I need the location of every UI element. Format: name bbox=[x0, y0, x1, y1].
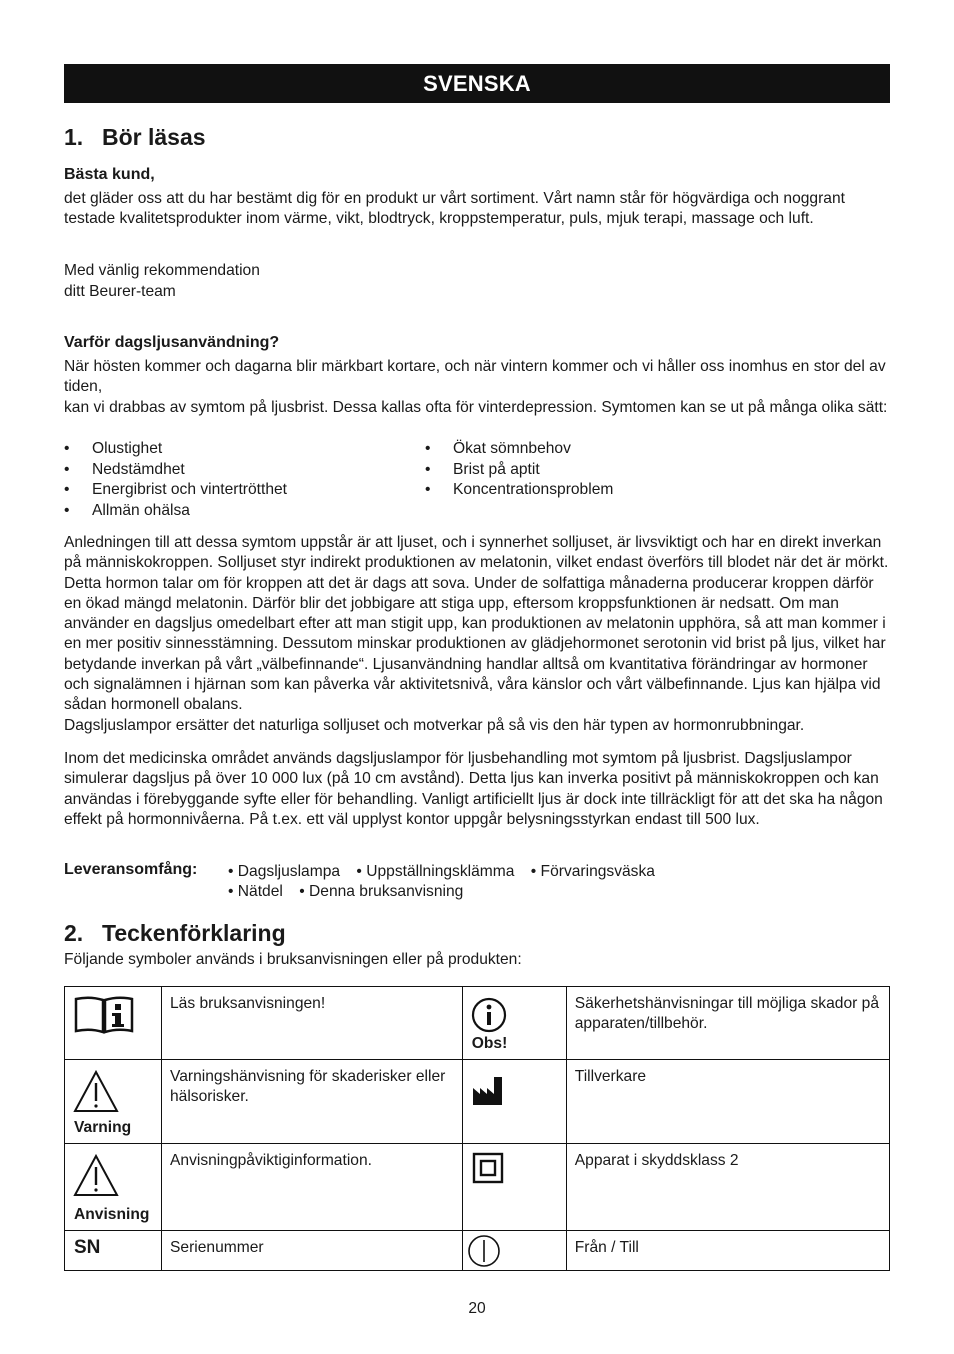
warning-label: Varning bbox=[74, 1119, 132, 1136]
warning-triangle-icon bbox=[73, 1153, 119, 1197]
list-item: • Olustighet bbox=[64, 439, 287, 460]
list-item: • Brist på aptit bbox=[425, 460, 613, 481]
symbol-cell bbox=[462, 1231, 566, 1271]
info-circle-icon bbox=[471, 997, 507, 1033]
section-1-title: Bör läsas bbox=[102, 124, 206, 150]
why-paragraph-1: När hösten kommer och dagarna blir märkbart kortare, och när vintern kommer och vi håller oss inomhus en stor del av tiden, bbox=[64, 358, 886, 396]
symbol-cell bbox=[65, 1231, 162, 1271]
table-row bbox=[65, 987, 890, 1060]
symbols-table bbox=[64, 986, 890, 1271]
why-daylight-heading: Varför dagsljusanvändning? bbox=[64, 334, 280, 351]
symbol-cell bbox=[65, 987, 162, 1060]
symbol-description: Läs bruksanvisningen! bbox=[162, 987, 463, 1060]
delivery-item: • Nätdel bbox=[228, 883, 283, 900]
symbol-description: Tillverkare bbox=[566, 1060, 889, 1144]
body-paragraph-2: Inom det medicinska området används dagsljuslampor för ljusbehandling mot symtom på ljusbrist. Dagsljuslampor simulerar dagsljus på över 10 000 lux (på 10 cm avstånd). Detta ljus kan inverka positivt på människokroppen och kan användas i förebyggande syfte eller för behandling. Vanligt artificiellt ljus är dock inte tillräckligt för att det ska ha någon effekt på hormonnivåerna. På t.ex. ett väl upplyst kontor uppgår belysningsstyrkan endast till 500 lux. bbox=[64, 750, 883, 828]
symbol-cell bbox=[462, 1144, 566, 1231]
symptom-list-right bbox=[425, 439, 613, 501]
language-banner: SVENSKA bbox=[64, 64, 890, 103]
section-1-number: 1. bbox=[64, 124, 84, 150]
list-item: • Allmän ohälsa bbox=[64, 501, 287, 522]
symbol-description: Varningshänvisning för skaderisker eller hälsorisker. bbox=[162, 1060, 463, 1144]
greeting: Bästa kund, bbox=[64, 166, 155, 183]
body-paragraph-1: Anledningen till att dessa symtom uppstår är att ljuset, och i synnerhet solljuset, är livsviktigt och har en direkt inverkan på människokroppen. Solljuset styr indirekt produktionen av melatonin, vilket endast överförs till blodet när det är mörkt. Detta hormon talar om för kroppen att det är dags att sova. Under de solfattiga månaderna producerar kroppen därför en ökad mängd melatonin. Därför blir det jobbigare att stiga upp, eftersom kroppsfunktionen är nedsatt. Om man använder en dagsljus omedelbart efter att man stigit upp, kan produktionen av melatonin upphöra, så att man kommer i en mer positiv sinnesstämning. Dessutom minskar produktionen av glädjehormonet serotonin vid brist på ljus, vilket har betydande inverkan på vårt „välbefinnande“. Ljusanvändning handlar alltså om kvantitativa förändringar av hormoner och signalämnen i hjärnan som kan påverka vår aktivitetsnivå, våra känslor och vårt välbefinnande. Ljus kan hjälpa vid sådan hormonell obalans. bbox=[64, 534, 889, 714]
symbol-cell bbox=[462, 1060, 566, 1144]
table-row bbox=[65, 1060, 890, 1144]
symbol-cell bbox=[65, 1144, 162, 1231]
section-1-heading bbox=[64, 124, 206, 151]
symbol-description: Från / Till bbox=[566, 1231, 889, 1271]
delivery-items-row-2 bbox=[228, 882, 475, 902]
section-2-heading bbox=[64, 920, 286, 947]
delivery-item: • Uppställningsklämma bbox=[356, 863, 515, 880]
delivery-item: • Förvaringsväska bbox=[530, 863, 655, 880]
table-row bbox=[65, 1231, 890, 1271]
section-2-title: Teckenförklaring bbox=[102, 920, 286, 946]
why-paragraph-2: kan vi drabbas av symtom på ljusbrist. Dessa kallas ofta för vinterdepression. Symtomen kan se ut på många olika sätt: bbox=[64, 399, 888, 416]
symbol-description: Säkerhetshänvisningar till möjliga skador på apparaten/tillbehör. bbox=[566, 987, 889, 1060]
symbols-intro: Följande symboler används i bruksanvisningen eller på produkten: bbox=[64, 951, 522, 968]
symbol-cell bbox=[65, 1060, 162, 1144]
page-number: 20 bbox=[468, 1300, 486, 1317]
serial-number-icon: SN bbox=[74, 1237, 101, 1258]
regards-line-2: ditt Beurer-team bbox=[64, 283, 176, 300]
symbol-description: Apparat i skyddsklass 2 bbox=[566, 1144, 889, 1231]
regards-line-1: Med vänlig rekommendation bbox=[64, 262, 260, 279]
delivery-item: • Denna bruksanvisning bbox=[299, 883, 464, 900]
list-item: • Energibrist och vintertrötthet bbox=[64, 480, 287, 501]
body-paragraph-1b: Dagsljuslampor ersätter det naturliga solljuset och motverkar på så vis den här typen av hormonrubbningar. bbox=[64, 717, 805, 734]
table-row bbox=[65, 1144, 890, 1231]
notice-label: Anvisning bbox=[74, 1206, 150, 1223]
symptom-list-left bbox=[64, 439, 287, 521]
list-item: • Nedstämdhet bbox=[64, 460, 287, 481]
section-2-number: 2. bbox=[64, 920, 84, 946]
symbol-cell bbox=[462, 987, 566, 1060]
on-off-icon bbox=[467, 1234, 501, 1268]
warning-triangle-icon bbox=[73, 1069, 119, 1113]
symbol-description: Serienummer bbox=[162, 1231, 463, 1271]
manufacturer-icon bbox=[472, 1074, 504, 1106]
symbol-description: Anvisningpåviktiginformation. bbox=[162, 1144, 463, 1231]
delivery-items-row-1 bbox=[228, 862, 667, 882]
list-item: • Koncentrationsproblem bbox=[425, 480, 613, 501]
list-item: • Ökat sömnbehov bbox=[425, 439, 613, 460]
obs-label: Obs! bbox=[471, 1035, 508, 1052]
protection-class-2-icon bbox=[472, 1152, 504, 1184]
intro-paragraph: det gläder oss att du har bestämt dig för en produkt ur vårt sortiment. Vårt namn står för högvärdiga och noggrant testade kvalitetsprodukter inom värme, vikt, blodtryck, kroppstemperatur, puls, mjuk terapi, massage och luft. bbox=[64, 190, 845, 228]
delivery-label: Leveransomfång: bbox=[64, 861, 198, 878]
read-manual-icon bbox=[74, 995, 134, 1035]
delivery-item: • Dagsljuslampa bbox=[228, 863, 341, 880]
